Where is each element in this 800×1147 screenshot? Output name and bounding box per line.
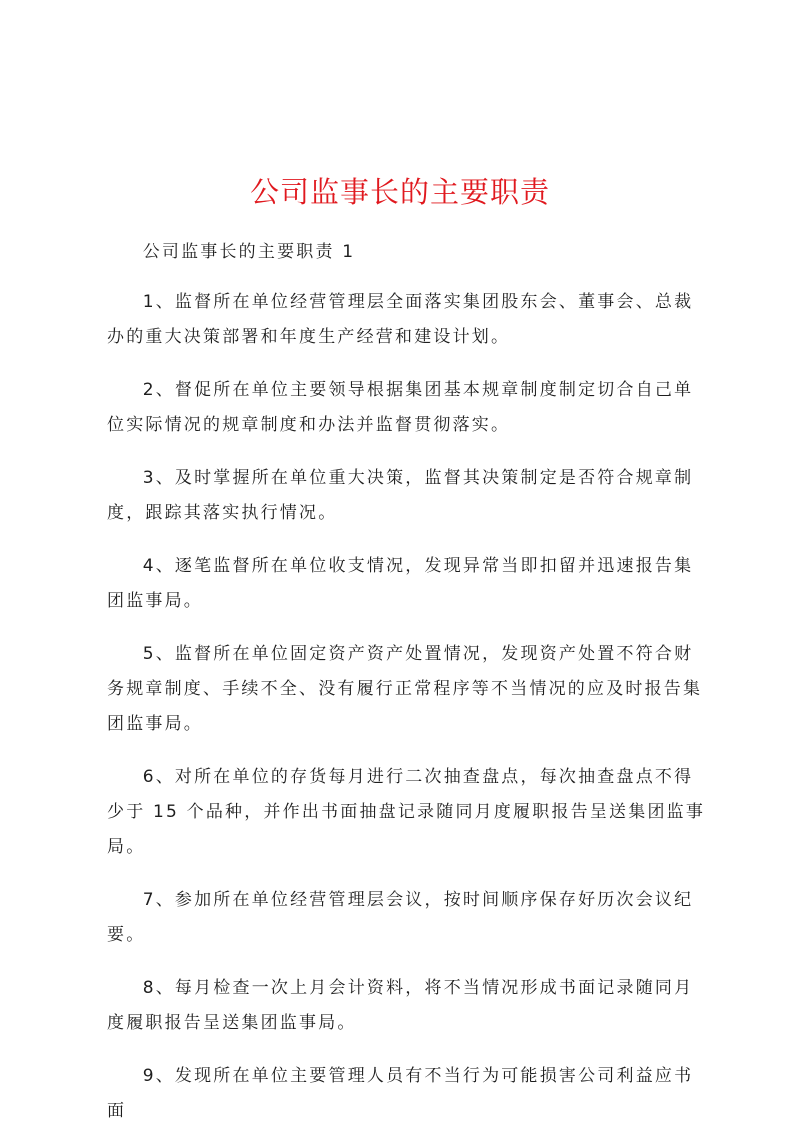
- duty-item-4: 4、逐笔监督所在单位收支情况，发现异常当即扣留并迅速报告集团监事局。: [107, 556, 694, 611]
- duty-item-1: 1、监督所在单位经营管理层全面落实集团股东会、董事会、总裁办的重大决策部署和年度生产经营和建设计划。: [107, 292, 694, 347]
- document-title: 公司监事长的主要职责: [249, 175, 550, 209]
- duty-item-2: 2、督促所在单位主要领导根据集团基本规章制度制定切合自己单位实际情况的规章制度和办法并监督贯彻落实。: [107, 380, 694, 435]
- duty-item-6: 6、对所在单位的存货每月进行二次抽查盘点，每次抽查盘点不得少于 15 个品种，并作出书面抽盘记录随同月度履职报告呈送集团监事局。: [107, 767, 706, 857]
- duty-item-3: 3、及时掌握所在单位重大决策，监督其决策制定是否符合规章制度，跟踪其落实执行情况。: [107, 468, 694, 523]
- duty-item-9: 9、发现所在单位主要管理人员有不当行为可能损害公司利益应书面: [107, 1066, 694, 1121]
- duty-item-7: 7、参加所在单位经营管理层会议，按时间顺序保存好历次会议纪要。: [107, 890, 694, 945]
- section-subheading: 公司监事长的主要职责 1: [142, 242, 356, 262]
- duty-item-8: 8、每月检查一次上月会计资料，将不当情况形成书面记录随同月度履职报告呈送集团监事局。: [107, 978, 694, 1033]
- duty-item-5: 5、监督所在单位固定资产资产处置情况，发现资产处置不符合财务规章制度、手续不全、没有履行正常程序等不当情况的应及时报告集团监事局。: [107, 644, 703, 734]
- document-body: [107, 235, 707, 1147]
